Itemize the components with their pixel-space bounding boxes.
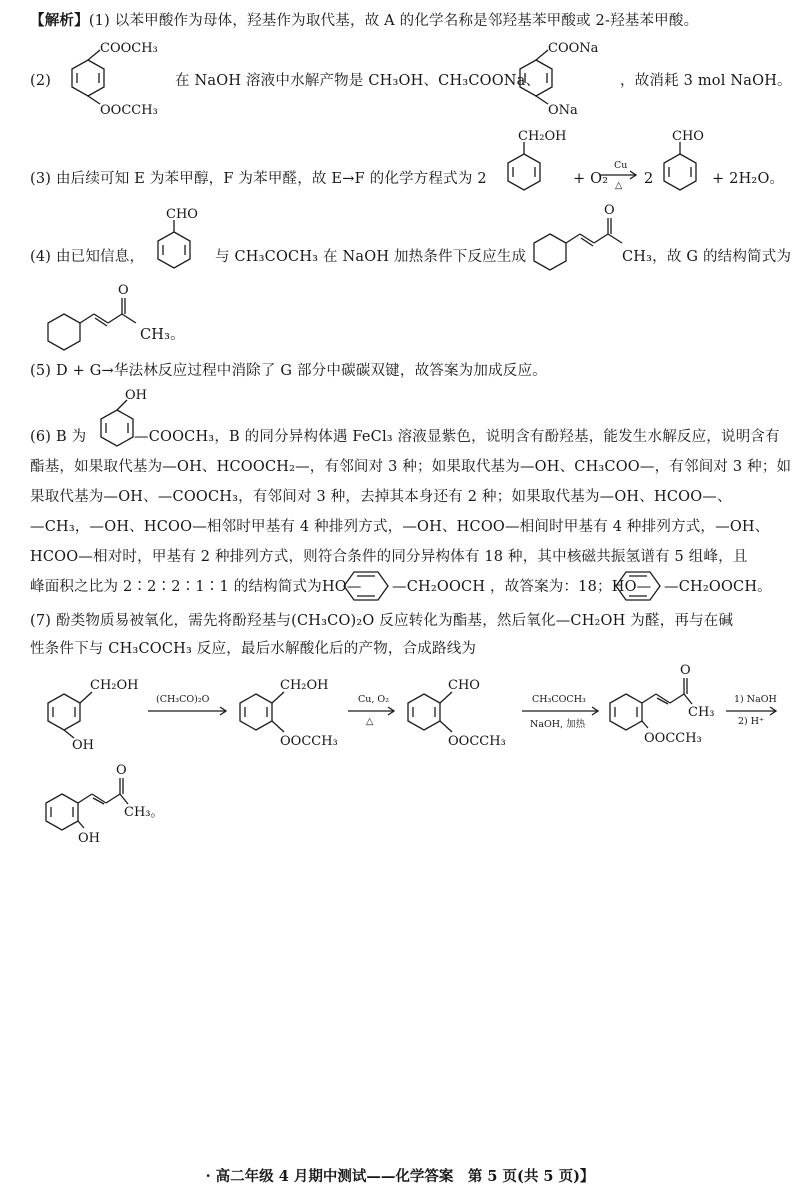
part-6-text-f: HCOO—相对时，甲基有 2 种排列方式，则符合条件的同分异构体有 18 种，其中核磁共振氢谱有 5 组峰，且 (30, 549, 748, 565)
part-2-number: (2) (30, 73, 52, 89)
label-oocch3: OOCCH₃ (448, 734, 506, 749)
water-product: + 2H₂O。 (712, 171, 785, 187)
benzaldehyde-structure (656, 128, 716, 196)
reaction-arrow-cu (600, 170, 640, 180)
part-4-text-b: 与 CH₃COCH₃ 在 NaOH 加热条件下反应生成 (215, 249, 527, 265)
benzyl-alcohol-structure (500, 128, 580, 196)
label-oh: OH (78, 831, 100, 846)
arrow-3-reagent: CH₃COCH₃ (532, 694, 586, 705)
page-footer: · 高二年级 4 月期中测试——化学答案 第 5 页(共 5 页)】 (205, 1168, 595, 1185)
oxygen-reagent: + O₂ (573, 171, 609, 187)
part-3-text: (3) 由后续可知 E 为苯甲醇，F 为苯甲醛，故 E→F 的化学方程式为 2 (30, 171, 487, 187)
arrow-3-condition: NaOH, 加热 (530, 719, 586, 730)
label-ch2oh: CH₂OH (280, 678, 329, 693)
benzaldehyde-structure-2 (150, 206, 210, 274)
hydroxybenzyl-alcohol-structure (40, 672, 150, 752)
part-6-text-g2: —CH₂OOCH ，故答案为：18；HO— (392, 579, 652, 595)
label-ch3-end: CH₃。 (124, 805, 164, 820)
arrow-4 (726, 706, 780, 716)
acetoxybenzyl-alcohol-structure (232, 672, 352, 752)
label-cho: CHO (166, 207, 198, 222)
acetoxy-benzalacetone-structure (604, 656, 734, 752)
sodium-phenolate-benzoate-structure (508, 40, 618, 120)
arrow-4-reagent: 1) NaOH (734, 694, 777, 705)
hydroxy-benzalacetone-structure (40, 756, 180, 852)
methyl-acetoxybenzoate-structure (60, 40, 180, 120)
label-o: O (116, 763, 127, 778)
arrow-1 (148, 706, 230, 716)
label-ch2oh: CH₂OH (518, 129, 567, 144)
part-5-text: (5) D + G→华法林反应过程中消除了 G 部分中碳碳双键，故答案为加成反应。 (30, 363, 547, 379)
arrow-2-condition: △ (366, 716, 374, 727)
label-ona: ONa (548, 103, 578, 118)
label-cooch3: COOCH₃ (100, 41, 158, 56)
arrow-1-reagent: (CH₃CO)₂O (156, 694, 210, 705)
part-6-text-g1: 峰面积之比为 2∶2∶2∶1∶1 的结构简式为HO— (30, 579, 362, 595)
acetoxybenzaldehyde-structure (400, 672, 520, 752)
part-2-end: ，故消耗 3 mol NaOH。 (620, 73, 792, 89)
label-oocch3: OOCCH₃ (280, 734, 338, 749)
label-oh: OH (125, 388, 147, 403)
coefficient-2: 2 (644, 171, 654, 187)
label-ch3: CH₃ (688, 705, 715, 720)
part-4-text-c: CH₃，故 G 的结构简式为 (622, 249, 792, 265)
label-ch2oh: CH₂OH (90, 678, 139, 693)
label-coona: COONa (548, 41, 599, 56)
arrow-3 (522, 706, 602, 716)
label-oocch3: OOCCH₃ (644, 731, 702, 746)
label-cho: CHO (448, 678, 480, 693)
part-7-text-a: (7) 酚类物质易被氧化，需先将酚羟基与(CH₃CO)₂O 反应转化为酯基，然后氧化—CH₂OH 为醛，再与在碱 (30, 613, 734, 629)
analysis-heading: 【解析】 (30, 12, 89, 29)
label-o: O (118, 283, 129, 298)
arrow-2-reagent: Cu, O₂ (358, 694, 390, 705)
label-o: O (604, 203, 615, 218)
part-4-text-d: CH₃。 (140, 327, 185, 343)
para-ring-1 (336, 566, 396, 606)
part-6-text-b: —COOCH₃，B 的同分异构体遇 FeCl₃ 溶液显紫色，说明含有酚羟基，能发生水解反应，说明含有 (134, 429, 780, 445)
part-6-text-c: 酯基，如果取代基为—OH、HCOOCH₂—，有邻间对 3 种；如果取代基为—OH、CH₃COO—，有邻间对 3 种；如 (30, 459, 792, 475)
label-o: O (680, 663, 691, 678)
part-2-text: 在 NaOH 溶液中水解产物是 CH₃OH、CH₃COONa、 (175, 73, 541, 89)
para-ring-2 (608, 566, 668, 606)
arrow-4-condition: 2) H⁺ (738, 716, 765, 727)
part-6-text-e: —CH₃，—OH、HCOO—相邻时甲基有 4 种排列方式，—OH、HCOO—相间时甲基有 4 种排列方式，—OH、 (30, 519, 770, 535)
part-4-text-a: (4) 由已知信息， (30, 249, 145, 265)
part-6-text-a: (6) B 为 (30, 429, 87, 445)
cu-catalyst-label: Cu (614, 160, 628, 171)
label-oh: OH (72, 738, 94, 753)
heat-symbol: △ (615, 180, 623, 191)
label-oocch3: OOCCH₃ (100, 103, 158, 118)
part-7-text-b: 性条件下与 CH₃COCH₃ 反应，最后水解酸化后的产物，合成路线为 (30, 641, 477, 657)
analysis-line-1: 【解析】(1) 以苯甲酸作为母体，羟基作为取代基，故 A 的化学名称是邻羟基苯甲酸或 2-羟基苯甲酸。 (30, 12, 699, 29)
part-6-text-d: 果取代基为—OH、—COOCH₃，有邻间对 3 种，去掉其本身还有 2 种；如果取代基为—OH、HCOO—、 (30, 489, 732, 505)
part-6-text-g3: —CH₂OOCH。 (664, 579, 772, 595)
label-cho: CHO (672, 129, 704, 144)
arrow-2 (348, 706, 398, 716)
